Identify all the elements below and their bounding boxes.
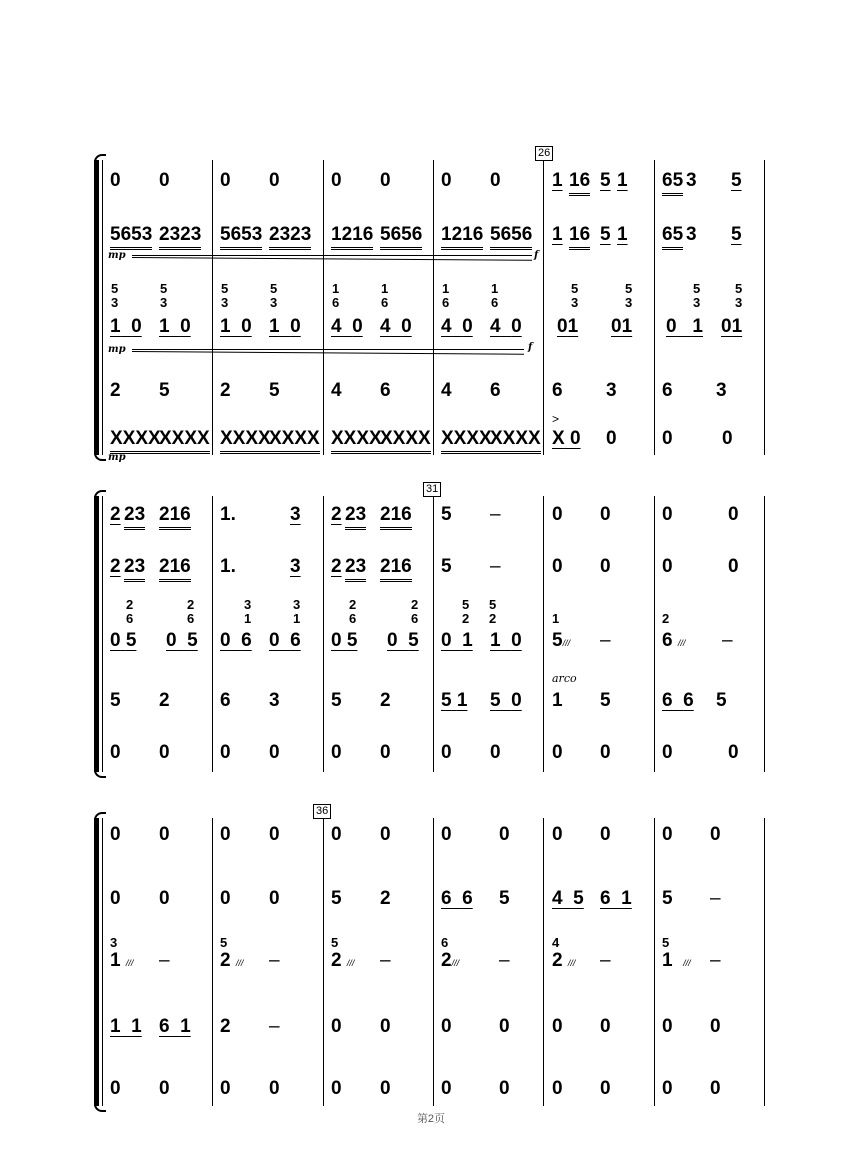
rest: 0 [728,556,739,577]
system-brace [94,160,99,455]
note-low: 5 1 [441,690,468,711]
note: 216 [159,556,191,582]
note: 2 [110,556,121,577]
page-number: 第2页 [416,1113,446,1125]
note-low: 6 [220,690,231,711]
note: 1 0 [490,630,522,651]
note: 1 [552,224,563,245]
note-low: 2 [220,380,231,401]
barline [212,160,213,455]
dynamic-f: f [534,250,539,261]
system-brace-line [102,818,103,1106]
chord-upper: 5 2 [489,597,497,626]
note-low: 5 [110,690,121,711]
rest: 0 [728,742,739,763]
rest: 0 [110,888,121,909]
note: 0 [110,170,121,191]
tremolo-note: 2/// [441,950,460,971]
barline [764,496,765,772]
rest: 0 [662,428,673,449]
note: 0 1 [666,316,703,337]
chord-upper: 3 [110,935,118,950]
dynamic-mp: mp [108,452,126,463]
note: 1. [220,556,236,577]
barline [764,818,765,1106]
chord-upper: 1 6 [332,281,340,310]
note: 6 1 [600,888,632,909]
chord-upper: 3 1 [244,597,252,626]
note: 5 [600,224,611,245]
rest: 0 [662,742,673,763]
rest: 0 [606,428,617,449]
note: 0 5 [166,630,198,651]
barline [433,818,434,1106]
rest: 0 [110,824,121,845]
rest: 0 [710,824,721,845]
note: 0 [331,170,342,191]
tremolo-note: 1 /// [110,950,134,971]
rehearsal-mark: 31 [423,482,441,497]
rest: 0 [220,1078,231,1099]
percussion-note: X 0 [552,428,581,449]
system-brace-line [102,160,103,455]
rest: 0 [600,1078,611,1099]
chord-upper: 2 6 [349,597,357,626]
rest: 0 [269,824,280,845]
note: 3 [290,504,301,525]
note-low: 2 [380,690,391,711]
note: 2 [331,556,342,577]
chord-upper: 5 [220,935,228,950]
rest: 0 [380,1016,391,1037]
barline [212,496,213,772]
barline [323,160,324,455]
percussion-note: XXXX [220,428,271,454]
system-brace [94,818,99,1106]
note: 5 [662,888,673,909]
note: 0 5 [387,630,419,651]
note: 65 [662,224,683,250]
note: 216 [380,504,412,530]
chord-upper: 5 3 [160,281,168,310]
rest: 0 [499,1078,510,1099]
crescendo-hairpin [132,351,524,355]
note: 0 6 [220,630,252,651]
note: 4 0 [331,316,363,337]
rest: 0 [441,742,452,763]
sustain-dash: – [490,556,501,577]
rest: 0 [220,888,231,909]
note-low: 5 0 [490,690,522,711]
note: 1 0 [220,316,252,337]
brace-bottom-cap [94,453,106,461]
note: 5 [441,504,452,525]
rest: 0 [380,824,391,845]
note: 5 [499,888,510,909]
chord-upper: 2 6 [126,597,134,626]
note: 0 [220,170,231,191]
note: 216 [380,556,412,582]
note: 1 [617,170,628,191]
note: 2 [110,504,121,525]
sustain-dash: – [710,888,721,909]
sustain-dash: – [499,950,510,971]
dynamic-mp: mp [108,344,126,355]
rest: 0 [269,888,280,909]
chord-upper: 5 3 [221,281,229,310]
chord-upper: 5 3 [625,281,633,310]
chord-upper: 5 [662,935,670,950]
rest: 0 [552,824,563,845]
note: 1 [552,170,563,191]
note: 5653 [110,224,152,250]
chord-upper: 5 [331,935,339,950]
rest: 0 [662,1078,673,1099]
rest: 0 [662,1016,673,1037]
note: 16 [569,224,590,250]
chord-upper: 5 2 [462,597,470,626]
note: 3 [290,556,301,577]
tremolo-note: 1 /// [662,950,691,971]
chord-upper: 5 3 [270,281,278,310]
note: 0 [441,170,452,191]
chord-upper: 5 3 [693,281,701,310]
note: 1 0 [110,316,142,337]
chord-upper: 4 [552,935,560,950]
sustain-dash: – [722,630,733,651]
note: 5 [441,556,452,577]
note: 01 [611,316,633,337]
tremolo-note: 2 /// [331,950,355,971]
sustain-dash: – [600,630,611,651]
sustain-dash: – [269,1016,280,1037]
rest: 0 [220,742,231,763]
note: 5 [331,888,342,909]
system-brace-line [102,496,103,772]
crescendo-hairpin [132,349,524,350]
note: 4 0 [380,316,412,337]
rest: 0 [269,1078,280,1099]
brace-top-cap [94,490,106,498]
note: 23 [124,556,145,582]
note-low: 3 [716,380,727,401]
note: 0 [159,170,170,191]
rest: 0 [331,824,342,845]
note: 3 [686,170,697,191]
note: 1 [552,690,563,711]
note-low: 5 [716,690,727,711]
rest: 0 [159,742,170,763]
rest: 0 [441,824,452,845]
rest: 0 [600,1016,611,1037]
note-low: 4 [331,380,342,401]
note: 23 [345,556,366,582]
note: 6 1 [159,1016,191,1037]
note: 0 6 [269,630,301,651]
chord-upper: 2 6 [187,597,195,626]
chord-upper: 5 3 [111,281,119,310]
barline [543,496,544,772]
note: 1 0 [269,316,301,337]
note-low: 6 [662,380,673,401]
rest: 0 [600,504,611,525]
note: 1. [220,504,236,525]
rest: 0 [269,742,280,763]
sustain-dash: – [710,950,721,971]
note: 23 [124,504,145,530]
note-low: 3 [606,380,617,401]
arco-marking: arco [552,672,577,685]
chord-upper: 2 6 [411,597,419,626]
barline [543,160,544,455]
note: 0 1 [441,630,473,651]
rest: 0 [662,504,673,525]
crescendo-hairpin [132,255,532,256]
dynamic-mp: mp [108,250,126,261]
score-system-2 [94,483,766,772]
note: 5656 [490,224,532,250]
tremolo-note: 2 /// [552,950,576,971]
rest: 0 [159,1078,170,1099]
note-low: 6 [490,380,501,401]
note: 6 6 [441,888,473,909]
barline [654,160,655,455]
note: 2323 [159,224,201,250]
note-low: 6 6 [662,690,694,711]
note: 65 [662,170,683,196]
note: 3 [686,224,697,245]
rest: 0 [331,742,342,763]
barline [433,160,434,455]
note-low: 5 [159,380,170,401]
barline [433,496,434,772]
rest: 0 [600,556,611,577]
brace-top-cap [94,812,106,820]
note-low: 4 [441,380,452,401]
percussion-note: XXXX [490,428,541,454]
note-low: 2 [159,690,170,711]
rest: 0 [159,888,170,909]
sustain-dash: – [159,950,170,971]
rest: 0 [441,1016,452,1037]
note: 2 [220,1016,231,1037]
note-low: 3 [269,690,280,711]
chord-upper: 2 [662,611,670,626]
score-system-1 [94,147,766,463]
rest: 0 [552,1016,563,1037]
chord-upper: 1 6 [442,281,450,310]
percussion-note: XXXX [441,428,492,454]
rest: 0 [722,428,733,449]
note: 5656 [380,224,422,250]
sustain-dash: – [269,950,280,971]
chord-upper: 3 1 [293,597,301,626]
percussion-note: XXXX [269,428,320,454]
note-low: 5 [331,690,342,711]
rest: 0 [728,504,739,525]
percussion-note: XXXX [331,428,382,454]
barline [543,818,544,1106]
note: 0 [269,170,280,191]
score-system-3 [94,805,766,1106]
note: 1216 [441,224,483,250]
accent-mark: > [552,412,560,426]
rest: 0 [441,1078,452,1099]
note: 5653 [220,224,262,250]
rest: 0 [220,824,231,845]
chord-upper: 1 6 [491,281,499,310]
barline [764,160,765,455]
note: 1 0 [159,316,191,337]
rehearsal-mark: 26 [535,146,553,161]
rest: 0 [662,556,673,577]
rest: 0 [552,504,563,525]
note: 4 0 [490,316,522,337]
note: 0 [490,170,501,191]
chord-upper: 1 6 [381,281,389,310]
rest: 0 [159,824,170,845]
note: 01 [557,316,579,337]
percussion-note: XXXX [380,428,431,454]
rest: 0 [490,742,501,763]
note-low: 6 [552,380,563,401]
rest: 0 [662,824,673,845]
chord-upper: 6 [441,935,449,950]
tremolo-note: 2 /// [220,950,244,971]
note-low: 5 [269,380,280,401]
rest: 0 [331,1078,342,1099]
note: 5 [731,170,742,191]
barline [654,818,655,1106]
rest: 0 [110,742,121,763]
sustain-dash: – [380,950,391,971]
note: 1216 [331,224,373,250]
rehearsal-mark: 36 [313,804,331,819]
note-low: 2 [110,380,121,401]
dynamic-f: f [528,342,533,353]
percussion-note: XXXX [110,428,161,454]
chord-upper: 1 [552,611,560,626]
note: 23 [345,504,366,530]
rest: 0 [600,742,611,763]
percussion-note: XXXX [159,428,210,454]
note: 01 [721,316,743,337]
note: 4 5 [552,888,584,909]
rest: 0 [600,824,611,845]
rest: 0 [499,1016,510,1037]
sustain-dash: – [490,504,501,525]
note: 0 5 [110,630,137,651]
note: 2 [331,504,342,525]
note: 1 1 [110,1016,142,1037]
note: 4 0 [441,316,473,337]
rest: 0 [110,1078,121,1099]
crescendo-hairpin [132,257,532,261]
note: 0 5 [331,630,358,651]
rest: 0 [552,1078,563,1099]
note: 16 [569,170,590,196]
barline [212,818,213,1106]
note: 2323 [269,224,311,250]
tremolo-note: 6 /// [662,630,686,651]
barline [323,496,324,772]
chord-upper: 5 3 [735,281,743,310]
barline [323,818,324,1106]
rest: 0 [710,1016,721,1037]
system-brace [94,496,99,772]
tremolo-note: 5/// [552,630,571,651]
brace-top-cap [94,154,106,162]
rest: 0 [552,742,563,763]
rest: 0 [380,1078,391,1099]
note-low: 5 [600,690,611,711]
sustain-dash: – [600,950,611,971]
note-low: 6 [380,380,391,401]
note: 2 [380,888,391,909]
rest: 0 [331,1016,342,1037]
rest: 0 [499,824,510,845]
rest: 0 [552,556,563,577]
rest: 0 [380,742,391,763]
rest: 0 [710,1078,721,1099]
note: 5 [731,224,742,245]
note: 0 [380,170,391,191]
note: 216 [159,504,191,530]
note: 1 [617,224,628,245]
barline [654,496,655,772]
note: 5 [600,170,611,191]
brace-bottom-cap [94,770,106,778]
chord-upper: 5 3 [571,281,579,310]
